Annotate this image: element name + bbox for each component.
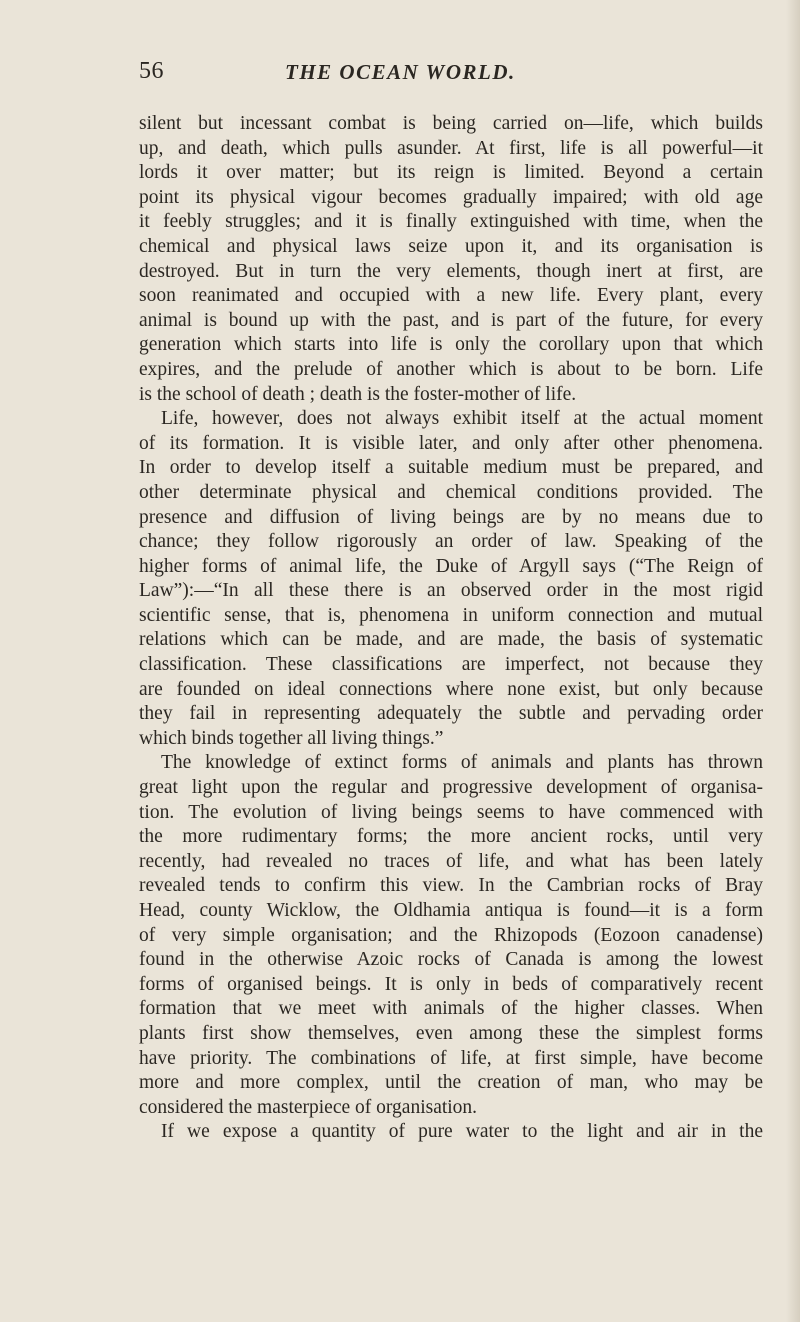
text-line: higher forms of animal life, the Duke of Argyll says (“The Reign of bbox=[139, 555, 763, 577]
text-line: which binds together all living things.” bbox=[139, 727, 444, 749]
text-line: have priority. The combinations of life, at first simple, have become bbox=[139, 1047, 763, 1069]
text-line: Life, however, does not always exhibit itself at the actual moment bbox=[161, 408, 763, 430]
running-title: THE OCEAN WORLD. bbox=[285, 60, 516, 84]
text-line: The knowledge of extinct forms of animals and plants has thrown bbox=[161, 752, 763, 774]
text-line: formation that we meet with animals of the higher classes. When bbox=[139, 998, 763, 1020]
text-line: up, and death, which pulls asunder. At first, life is all powerful—it bbox=[139, 137, 763, 159]
text-line: animal is bound up with the past, and is part of the future, for every bbox=[139, 309, 763, 331]
page-number: 56 bbox=[139, 58, 164, 84]
text-line: considered the masterpiece of organisation. bbox=[139, 1096, 478, 1118]
paragraph-1 bbox=[139, 112, 763, 407]
page-edge-shadow bbox=[786, 0, 800, 1322]
text-line: If we expose a quantity of pure water to the light and air in the bbox=[161, 1121, 763, 1143]
text-line: other determinate physical and chemical conditions provided. The bbox=[139, 481, 763, 503]
text-line: presence and diffusion of living beings are by no means due to bbox=[139, 506, 763, 528]
text-line: of its formation. It is visible later, and only after other phenomena. bbox=[139, 432, 763, 454]
text-line: it feebly struggles; and it is finally extinguished with time, when the bbox=[139, 211, 763, 233]
text-line: Law”):—“In all these there is an observed order in the most rigid bbox=[139, 580, 763, 602]
text-line: more and more complex, until the creation of man, who may be bbox=[139, 1072, 763, 1094]
text-line: destroyed. But in turn the very elements, though inert at first, are bbox=[139, 260, 763, 282]
text-line: are founded on ideal connections where none exist, but only because bbox=[139, 678, 763, 700]
paragraph-2 bbox=[139, 407, 763, 751]
text-line: generation which starts into life is only the corollary upon that which bbox=[139, 334, 763, 356]
page-header bbox=[0, 58, 800, 94]
text-line: silent but incessant combat is being carried on—life, which builds bbox=[139, 113, 763, 134]
text-line: the more rudimentary forms; the more ancient rocks, until very bbox=[139, 826, 763, 848]
text-line: soon reanimated and occupied with a new life. Every plant, every bbox=[139, 285, 763, 307]
text-line: relations which can be made, and are made, the basis of systematic bbox=[139, 629, 763, 651]
text-line: tion. The evolution of living beings seems to have commenced with bbox=[139, 801, 763, 823]
text-line: revealed tends to confirm this view. In the Cambrian rocks of Bray bbox=[139, 875, 763, 897]
text-line: classification. These classifications are imperfect, not because they bbox=[139, 654, 763, 676]
text-line: is the school of death ; death is the foster-mother of life. bbox=[139, 383, 577, 405]
text-line: recently, had revealed no traces of life, and what has been lately bbox=[139, 850, 763, 872]
text-line: scientific sense, that is, phenomena in uniform connection and mutual bbox=[139, 604, 763, 626]
text-line: found in the otherwise Azoic rocks of Canada is among the lowest bbox=[139, 949, 763, 971]
text-line: chance; they follow rigorously an order of law. Speaking of the bbox=[139, 531, 763, 553]
text-line: forms of organised beings. It is only in beds of comparatively recent bbox=[139, 973, 763, 995]
text-line: great light upon the regular and progressive development of organisa- bbox=[139, 777, 763, 799]
body-text bbox=[139, 112, 763, 1145]
text-line: expires, and the prelude of another which is about to be born. Life bbox=[139, 358, 763, 380]
paragraph-3 bbox=[139, 751, 763, 1120]
text-line: point its physical vigour becomes gradually impaired; with old age bbox=[139, 186, 763, 208]
text-line: of very simple organisation; and the Rhizopods (Eozoon canadense) bbox=[139, 924, 763, 946]
text-line: chemical and physical laws seize upon it, and its organisation is bbox=[139, 235, 763, 257]
paragraph-4 bbox=[139, 1120, 763, 1145]
text-line: they fail in representing adequately the subtle and pervading order bbox=[139, 703, 763, 725]
text-line: Head, county Wicklow, the Oldhamia antiqua is found—it is a form bbox=[139, 900, 763, 921]
text-line: lords it over matter; but its reign is limited. Beyond a certain bbox=[139, 162, 763, 184]
text-line: plants first show themselves, even among these the simplest forms bbox=[139, 1022, 763, 1044]
text-line: In order to develop itself a suitable medium must be prepared, and bbox=[139, 457, 763, 479]
